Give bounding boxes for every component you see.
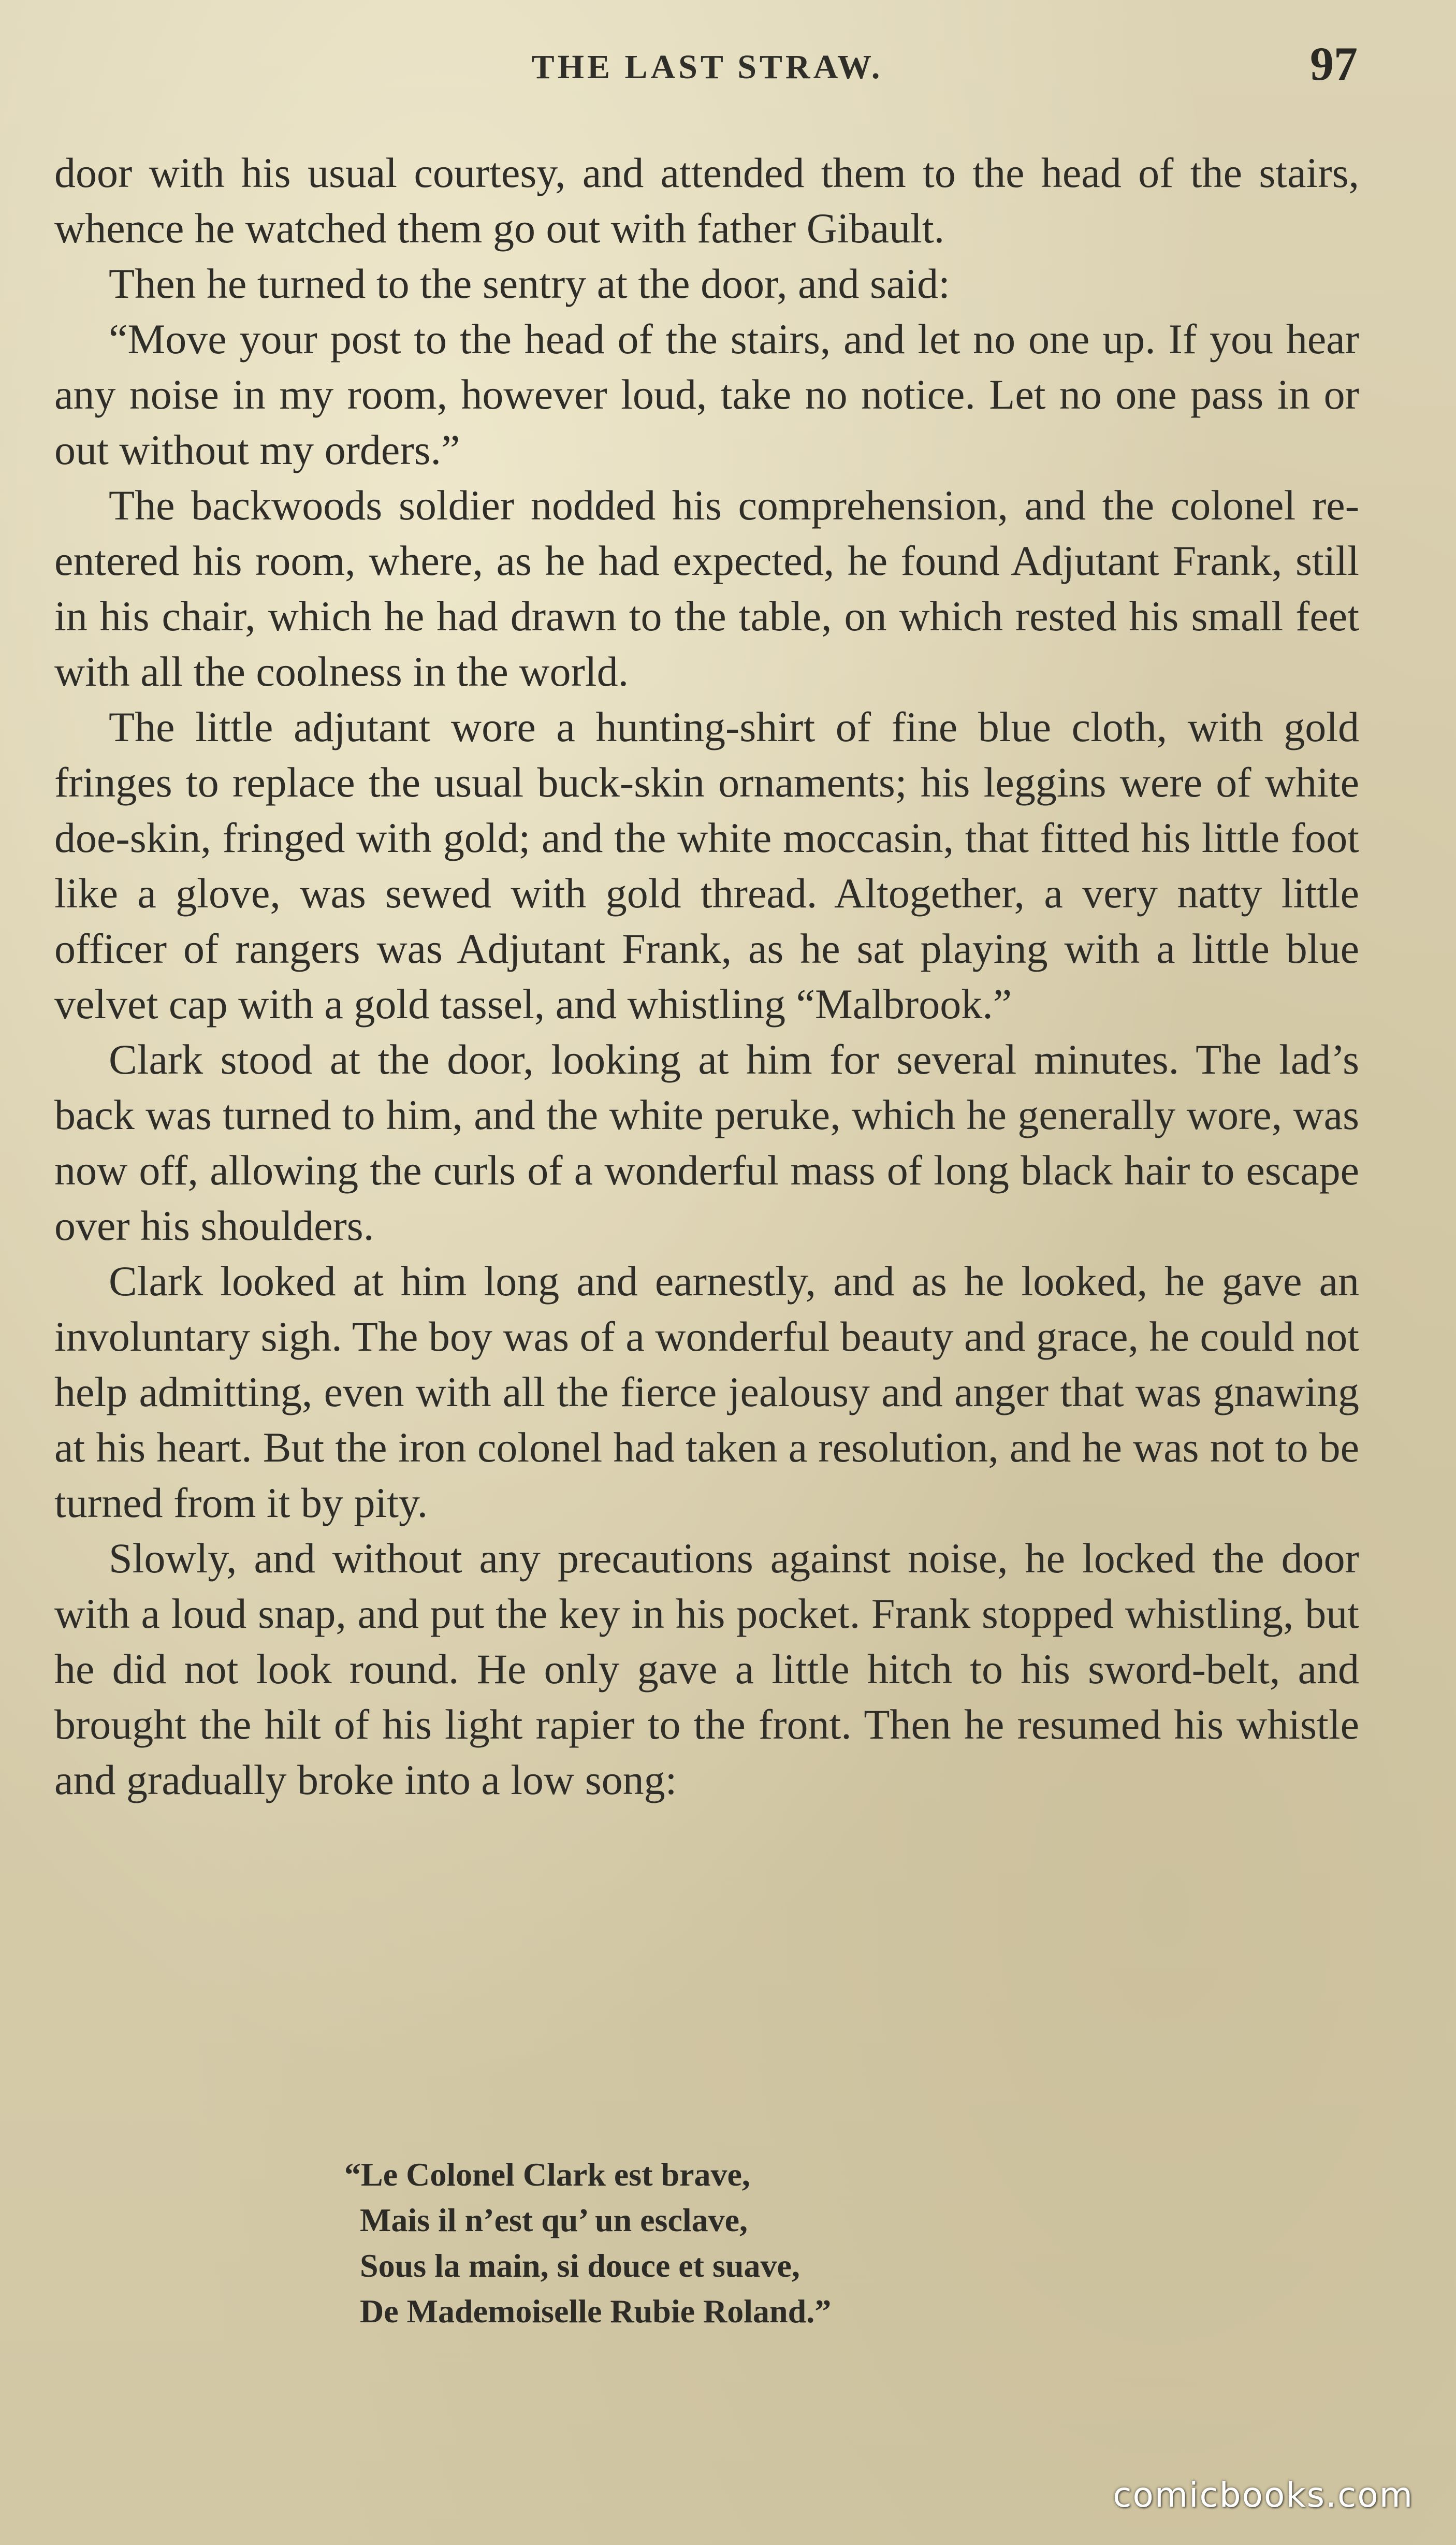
song-line: “Le Colonel Clark est brave,	[344, 2156, 750, 2193]
paragraph: The little adjutant wore a hunting-shirt of fine blue cloth, with gold fringes to replace the usual buck-skin ornaments; his leggins were of white doe-skin, fringed with gold; and the white moccasin, that fitted his little foot like a glove, was sewed with gold thread. Altogether, a very natty little officer of rangers was Adjutant Frank, as he sat playing with a little blue velvet cap with a gold tassel, and whistling “Malbrook.”	[54, 703, 1359, 1028]
song-line: De Mademoiselle Rubie Roland.”	[360, 2293, 832, 2330]
song-verse	[344, 2152, 1240, 2334]
paragraph-continued: door with his usual courtesy, and attended them to the head of the stairs, whence he watched them go out with father Gibault.	[54, 149, 1359, 252]
watermark: comicbooks.com	[1113, 2475, 1414, 2515]
paragraph: “Move your post to the head of the stairs, and let no one up. If you hear any noise in my room, however loud, take no notice. Let no one pass in or out without my orders.”	[54, 315, 1359, 473]
body-text	[54, 145, 1359, 1807]
paragraph: Then he turned to the sentry at the door, and said:	[109, 260, 950, 307]
page-number: 97	[1310, 37, 1358, 90]
paragraph: The backwoods soldier nodded his comprehension, and the colonel re-entered his room, where, as he had expected, he found Adjutant Frank, still in his chair, which he had drawn to the table, on which rested his small feet with all the coolness in the world.	[54, 482, 1359, 695]
song-line: Mais il n’est qu’ un esclave,	[360, 2202, 748, 2238]
page-header	[57, 36, 1358, 98]
paragraph: Clark looked at him long and earnestly, and as he looked, he gave an involuntary sigh. The boy was of a wonderful beauty and grace, he could not help admitting, even with all the fierce jealousy and anger that was gnawing at his heart. But the iron colonel had taken a resolution, and he was not to be turned from it by pity.	[54, 1257, 1359, 1526]
paragraph: Slowly, and without any precautions against noise, he locked the door with a loud snap, and put the key in his pocket. Frank stopped whistling, but he did not look round. He only gave a little hitch to his sword-belt, and brought the hilt of his light rapier to the front. Then he resumed his whistle and gradually broke into a low song:	[54, 1535, 1359, 1803]
song-line: Sous la main, si douce et suave,	[360, 2247, 800, 2284]
paragraph: Clark stood at the door, looking at him for several minutes. The lad’s back was turned to him, and the white peruke, which he generally wore, was now off, allowing the curls of a wonderful mass of long black hair to escape over his shoulders.	[54, 1036, 1359, 1249]
running-title: THE LAST STRAW.	[531, 48, 883, 86]
